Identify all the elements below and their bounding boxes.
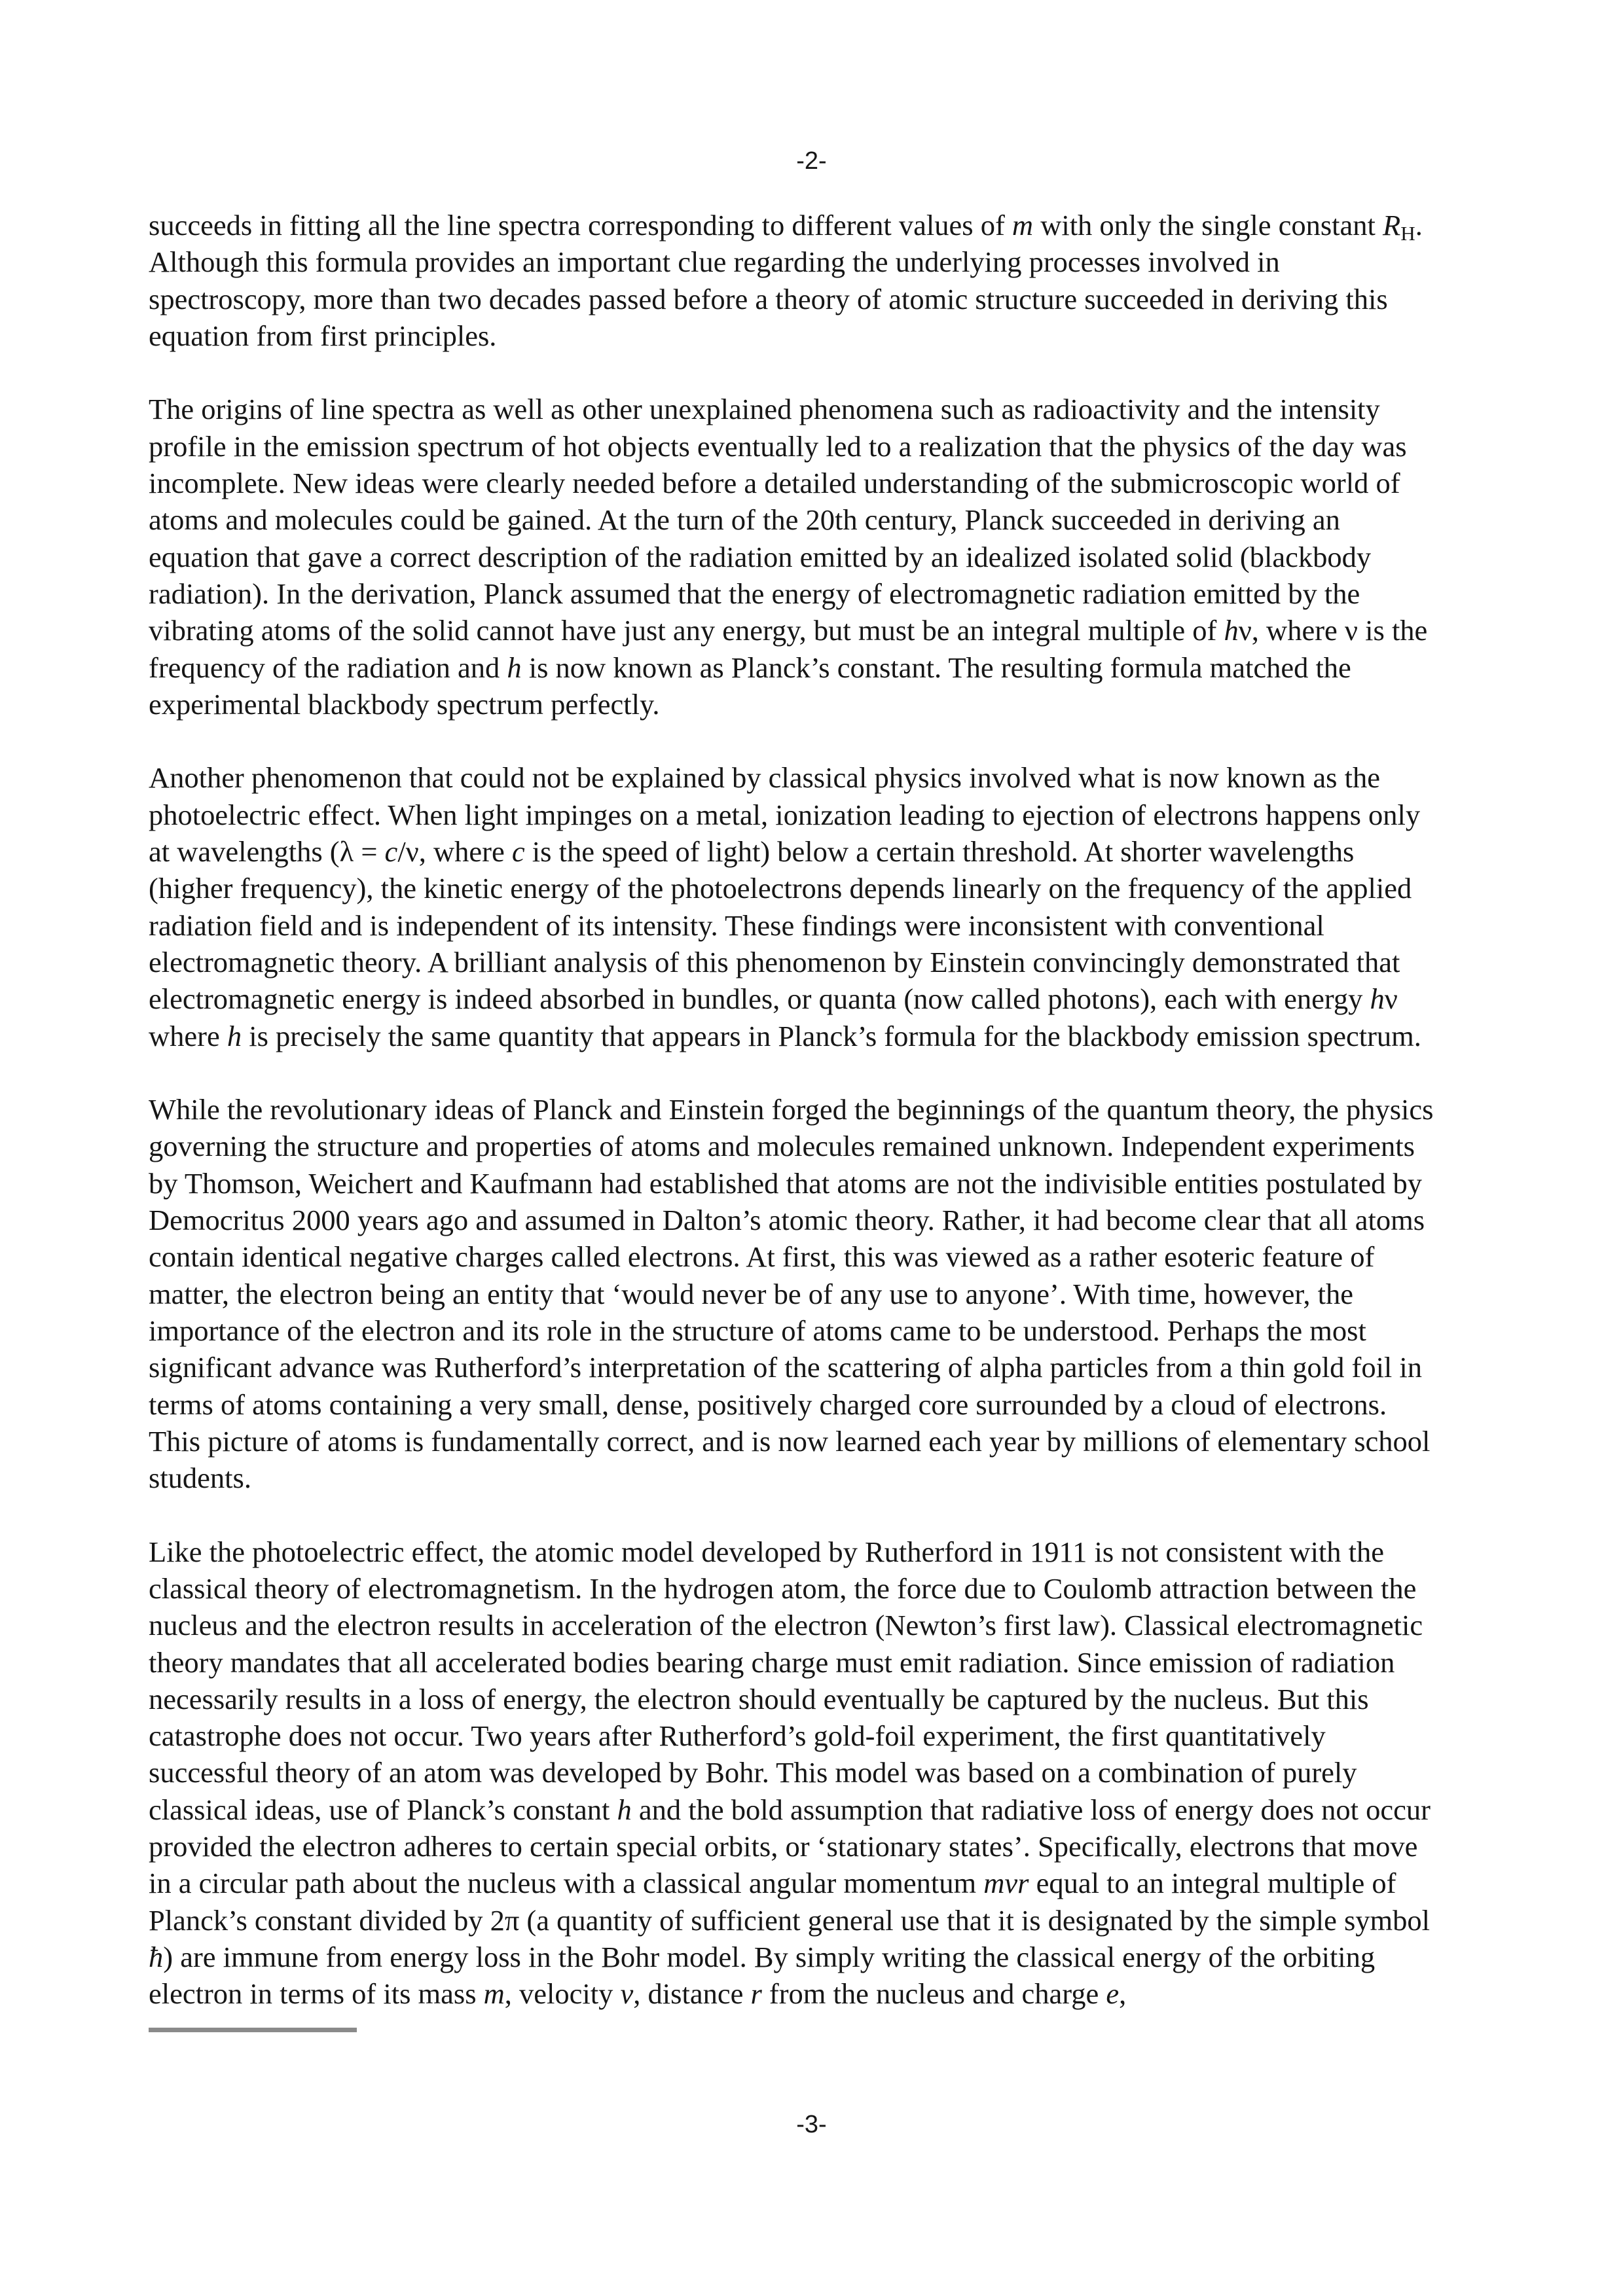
paragraph-gap — [149, 1054, 1491, 1091]
text-line: atoms and molecules could be gained. At the turn of the 20th century, Planck succeeded in deriving an — [149, 503, 1340, 537]
paragraph-2 — [149, 391, 1491, 723]
paragraph-5 — [149, 1534, 1491, 2013]
text-line: While the revolutionary ideas of Planck and Einstein forged the beginnings of the quantum theory, the physics — [149, 1093, 1434, 1126]
body-text — [149, 207, 1491, 2013]
paragraph-4 — [149, 1091, 1491, 1496]
text-line: incomplete. New ideas were clearly needed before a detailed understanding of the submicroscopic world of — [149, 467, 1400, 500]
paragraph-3 — [149, 759, 1491, 1054]
text-line: governing the structure and properties of atoms and molecules remained unknown. Independent experiments — [149, 1130, 1415, 1163]
text-line: Another phenomenon that could not be explained by classical physics involved what is now known as the — [149, 761, 1380, 795]
text-line: successful theory of an atom was developed by Bohr. This model was based on a combination of purely — [149, 1756, 1357, 1789]
text-line: The origins of line spectra as well as other unexplained phenomena such as radioactivity and the intensity — [149, 393, 1380, 426]
text-line: catastrophe does not occur. Two years after Rutherford’s gold-foil experiment, the first quantitatively — [149, 1719, 1326, 1753]
text-line: terms of atoms containing a very small, dense, positively charged core surrounded by a cloud of electrons. — [149, 1388, 1387, 1421]
text-line: Like the photoelectric effect, the atomic model developed by Rutherford in 1911 is not consistent with the — [149, 1535, 1385, 1568]
text-line: matter, the electron being an entity that ‘would never be of any use to anyone’. With time, however, the — [149, 1277, 1353, 1310]
text-line: radiation). In the derivation, Planck assumed that the energy of electromagnetic radiation emitted by the — [149, 577, 1360, 610]
text-line: in a circular path about the nucleus with a classical angular momentum mvr equal to an integral multiple of — [149, 1867, 1396, 1900]
text-line: electron in terms of its mass m, velocity v, distance r from the nucleus and charge e, — [149, 1977, 1127, 2011]
text-line: provided the electron adheres to certain special orbits, or ‘stationary states’. Specifically, electrons that move — [149, 1830, 1418, 1863]
paragraph-gap — [149, 1496, 1491, 1533]
text-line: necessarily results in a loss of energy, the electron should eventually be captured by the nucleus. But this — [149, 1682, 1369, 1715]
text-line: profile in the emission spectrum of hot objects eventually led to a realization that the physics of the day was — [149, 429, 1407, 463]
text-line: Although this formula provides an important clue regarding the underlying processes involved in — [149, 245, 1280, 279]
text-line: equation from first principles. — [149, 319, 497, 352]
paragraph-1 — [149, 207, 1491, 354]
paragraph-gap — [149, 723, 1491, 759]
text-line: at wavelengths (λ = c/ν, where c is the speed of light) below a certain threshold. At shorter wavelengths — [149, 835, 1355, 869]
page-number-bottom: -3- — [796, 2111, 827, 2138]
text-line: importance of the electron and its role in the structure of atoms came to be understood. Perhaps the most — [149, 1314, 1366, 1347]
text-line: electromagnetic energy is indeed absorbed in bundles, or quanta (now called photons), each with energy hν — [149, 982, 1398, 1016]
text-line: classical theory of electromagnetism. In the hydrogen atom, the force due to Coulomb attraction between the — [149, 1571, 1417, 1605]
text-line: where h is precisely the same quantity that appears in Planck’s formula for the blackbody emission spectrum. — [149, 1019, 1421, 1052]
text-line: spectroscopy, more than two decades passed before a theory of atomic structure succeeded in deriving this — [149, 282, 1388, 315]
text-line: ħ) are immune from energy loss in the Bohr model. By simply writing the classical energy of the orbiting — [149, 1940, 1376, 1973]
footnote-separator — [149, 2028, 357, 2032]
paragraph-gap — [149, 354, 1491, 391]
text-line: electromagnetic theory. A brilliant analysis of this phenomenon by Einstein convincingly demonstrated that — [149, 945, 1400, 978]
text-line: frequency of the radiation and h is now known as Planck’s constant. The resulting formula matched the — [149, 651, 1351, 684]
text-line: classical ideas, use of Planck’s constant h and the bold assumption that radiative loss of energy does not occur — [149, 1793, 1431, 1826]
text-line: photoelectric effect. When light impinges on a metal, ionization leading to ejection of electrons happens only — [149, 798, 1421, 831]
text-line: by Thomson, Weichert and Kaufmann had established that atoms are not the indivisible entities postulated by — [149, 1166, 1422, 1200]
text-line: vibrating atoms of the solid cannot have just any energy, but must be an integral multiple of hν, where ν is the — [149, 614, 1428, 647]
text-line: theory mandates that all accelerated bodies bearing charge must emit radiation. Since emission of radiation — [149, 1645, 1395, 1679]
text-line: Planck’s constant divided by 2π (a quantity of sufficient general use that it is designated by the simple symbol — [149, 1903, 1431, 1937]
page-number-top: -2- — [796, 147, 827, 175]
text-line: succeeds in fitting all the line spectra corresponding to different values of m with only the single constant $R_H$. — [149, 209, 1423, 245]
text-line: students. — [149, 1462, 251, 1495]
text-line: (higher frequency), the kinetic energy of the photoelectrons depends linearly on the frequency of the applied — [149, 872, 1412, 905]
text-line: radiation field and is independent of its intensity. These findings were inconsistent with conventional — [149, 908, 1324, 942]
text-line: nucleus and the electron results in acceleration of the electron (Newton’s first law). Classical electromagnetic — [149, 1609, 1423, 1642]
text-line: experimental blackbody spectrum perfectly. — [149, 687, 660, 721]
text-line: This picture of atoms is fundamentally correct, and is now learned each year by millions of elementary school — [149, 1424, 1431, 1458]
text-line: significant advance was Rutherford’s interpretation of the scattering of alpha particles from a thin gold foil in — [149, 1351, 1423, 1384]
text-line: Democritus 2000 years ago and assumed in Dalton’s atomic theory. Rather, it had become clear that all atoms — [149, 1204, 1425, 1237]
text-line: equation that gave a correct description of the radiation emitted by an idealized isolated solid (blackbody — [149, 540, 1372, 573]
text-line: contain identical negative charges called electrons. At first, this was viewed as a rather esoteric feature of — [149, 1240, 1375, 1274]
